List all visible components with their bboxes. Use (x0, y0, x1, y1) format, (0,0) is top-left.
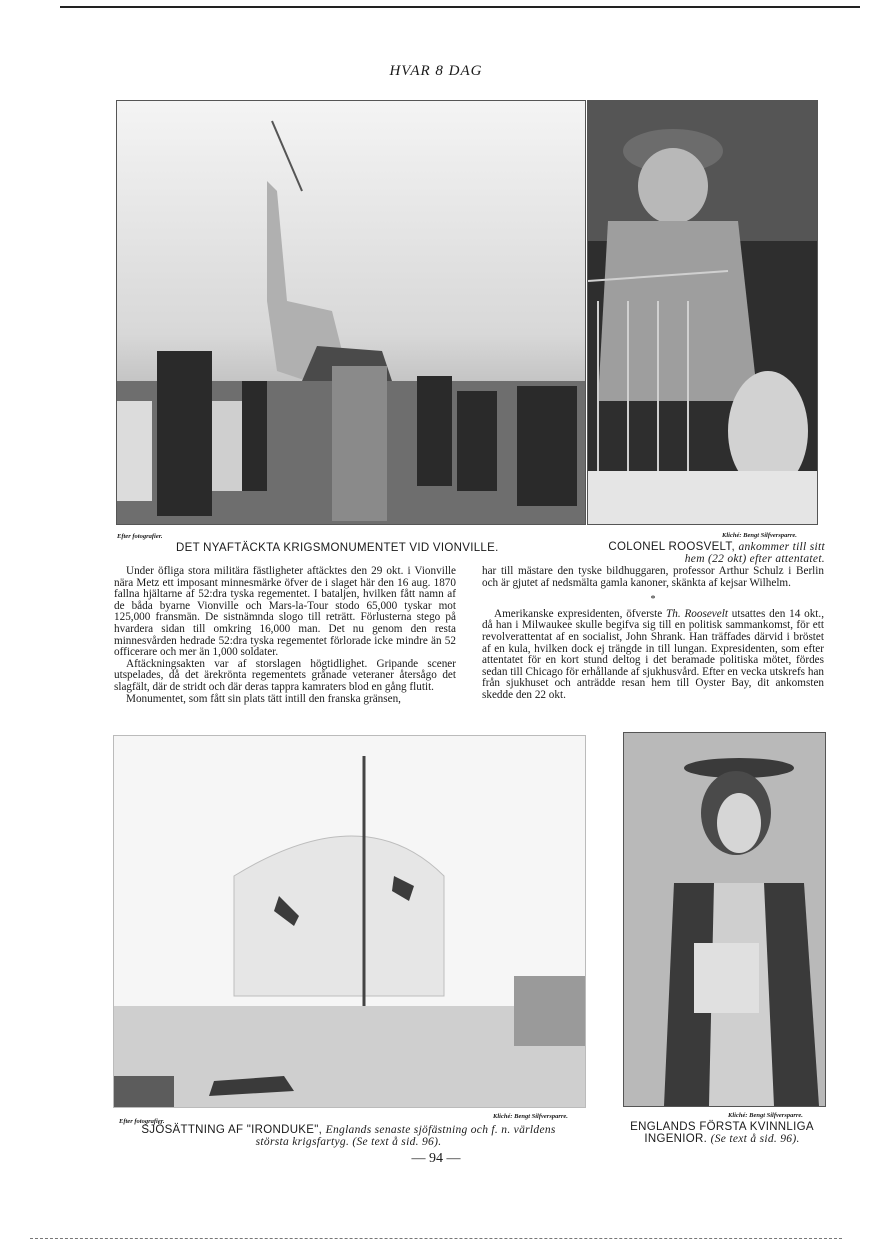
engineer-photo (623, 732, 826, 1107)
monument-photo-credit: Efter fotografier. (117, 533, 163, 540)
engineer-caption-line-1: ENGLANDS FÖRSTA KVINNLIGA (630, 1121, 814, 1133)
page-header: HVAR 8 DAG (389, 63, 483, 79)
roosevelt-paragraph-text-b: utsattes den 14 okt., då han i Milwaukee skulle begifva sig till en politisk sammankomst, för ett revolverattentat af en socialist, John Shrank. Han träffades därvid i bröstet af en kula, hvilken dock ej trängde in till lungan. Expresidenten, som efter attentatet för en kort stund deltog i det beramade politiska mötet, fördes sedan till Chicago för erhållande af sjukhusvård. Efter en vecka utskrefs han från sjukhuset och anträdde resan hem till Oyster Bay, dit ankomsten skedde den 22 okt. (482, 607, 824, 701)
page-number: — 94 — (411, 1151, 461, 1166)
ship-photo-credit-right: Kliché: Bengt Silfversparre. (493, 1113, 568, 1120)
engineer-caption (611, 1121, 833, 1145)
article-right-column (482, 566, 824, 702)
roosevelt-caption (590, 541, 825, 565)
ship-caption-main: SJÖSÄTTNING AF "IRONDUKE", (141, 1124, 323, 1136)
article-left-column (114, 566, 456, 705)
ship-caption-italic-1: Englands senaste sjöfästning och f. n. världens (325, 1124, 556, 1136)
monument-photo (116, 100, 586, 525)
roosevelt-paragraph-text-a: Amerikanske expresidenten, öfverste (494, 607, 667, 620)
roosevelt-name: Th. Roosevelt (666, 607, 728, 620)
roosevelt-photo-credit: Kliché: Bengt Silfversparre. (722, 532, 797, 539)
ship-photo-credit-left: Efter fotografier. (119, 1118, 165, 1125)
section-separator: * (650, 594, 656, 606)
engineer-caption-line-2: INGENIOR. (644, 1133, 708, 1145)
roosevelt-caption-italic-1: ankommer till sitt (738, 541, 825, 553)
engineer-caption-italic: (Se text å sid. 96). (710, 1133, 800, 1145)
roosevelt-photo (587, 100, 818, 525)
monument-paragraph-1: Under öfliga stora militära fästligheter aftäcktes den 29 okt. i Vionville nära Metz ett imposant minnesmärke öfver de i slaget här den 16 aug. 1870 fallna hjältarne af 52:dra tyska regementet. I bataljen, hvilken fått namn af de båda byarne Vionville och Mars-la-Tour stodo 65,000 tyskar mot 125,000 fransmän. De sistnämnda slogo till reträtt. Förlusterna stego på hvardera sidan till omkring 16,000 man. Det nu genom den resta minnesvården hedrade 52:dra tyska regementet förlorade icke mindre än 52 officerare och mer än 1,000 soldater. (114, 565, 456, 659)
monument-paragraph-continued: har till mästare den tyske bildhuggaren, professor Arthur Schulz i Berlin och är gjutet af nedsmälta gamla kanoner, skänkta af kejsar Wilhelm. (482, 565, 824, 589)
bottom-rule (30, 1238, 842, 1240)
monument-caption: DET NYAFTÄCKTA KRIGSMONUMENTET VID VIONVILLE. (176, 542, 499, 554)
roosevelt-paragraph (482, 609, 824, 702)
ship-launch-photo (113, 735, 586, 1108)
ship-caption-italic-2: största krigsfartyg. (Se text å sid. 96). (255, 1136, 442, 1148)
monument-paragraph-2: Aftäckningsakten var af storslagen högtidlighet. Gripande scener utspelades, då det ärekrönta regementets grånade veteraner återsågo det slagfält, där de stridt och där deras tappra kamraters blod en gång flutit. (114, 657, 456, 693)
roosevelt-caption-italic-2: hem (22 okt) efter attentatet. (684, 553, 825, 565)
engineer-photo-credit: Kliché: Bengt Silfversparre. (728, 1112, 803, 1119)
top-rule (60, 6, 860, 8)
monument-paragraph-3: Monumentet, som fått sin plats tätt intill den franska gränsen, (126, 692, 401, 705)
roosevelt-caption-main: COLONEL ROOSVELT, (608, 541, 735, 553)
ship-caption (113, 1124, 584, 1148)
